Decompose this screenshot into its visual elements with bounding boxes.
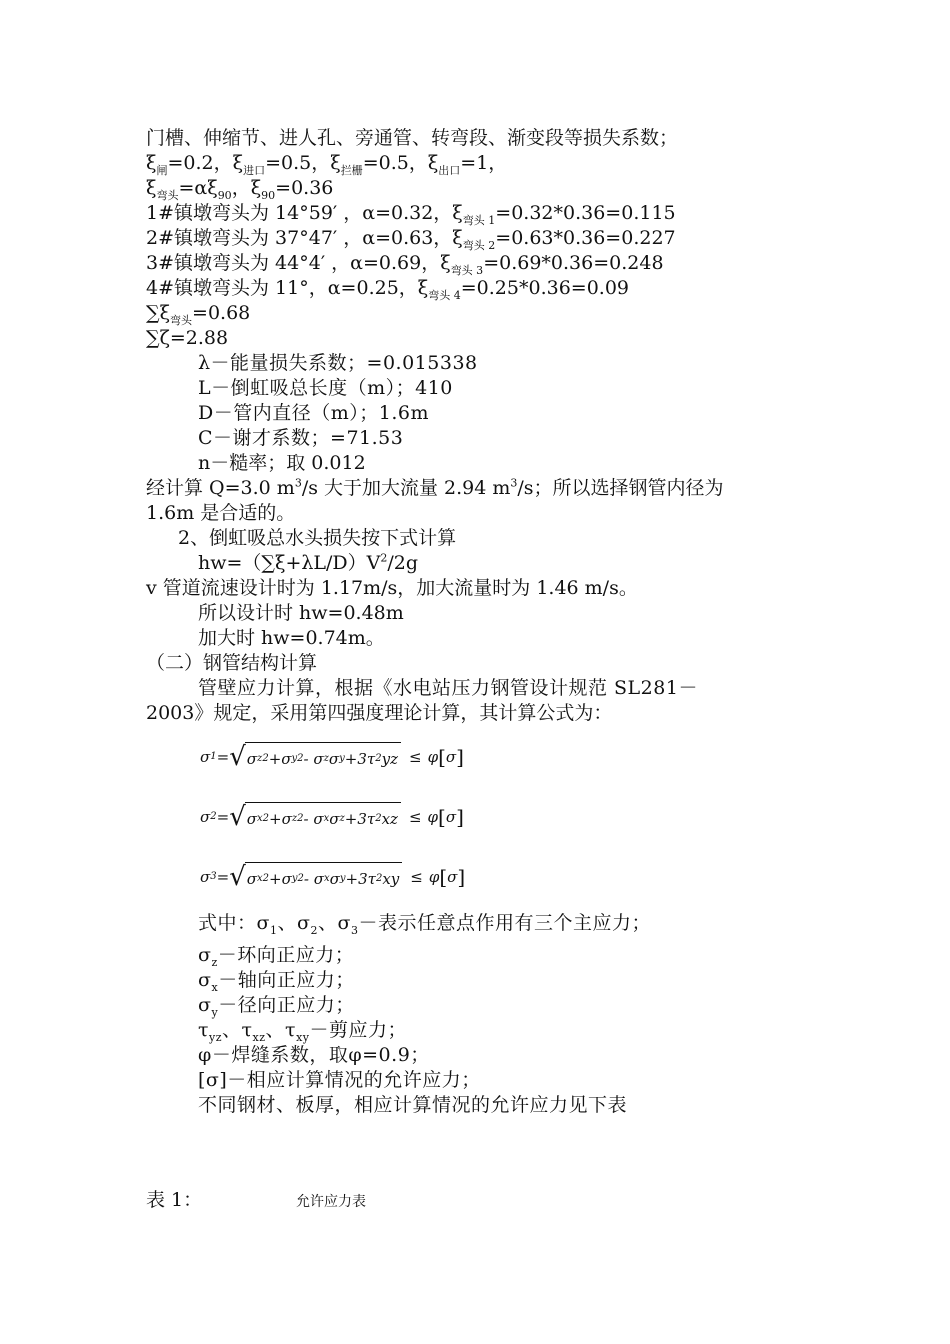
text-line [146, 576, 638, 601]
text-line [146, 701, 612, 726]
text-line: $\sum\xi_{弯头}=0.68$ [146, 302, 251, 327]
text-line: $\xi_闸=0.2$，$\xi_{进口}=0.5$，$\xi_{拦栅}=0.5$，$\xi_{出口}=1$， [146, 152, 508, 177]
text: =0.68 [192, 302, 251, 324]
text-line [146, 126, 678, 151]
text: －剪应力； [309, 1019, 407, 1041]
text: /s 大于加大流量 2.94 m [301, 477, 511, 499]
text-line [198, 451, 366, 476]
text: =0.69*0.36=0.248 [483, 252, 664, 274]
text-line [198, 626, 385, 651]
text: 4#镇墩弯头为 11°，α=0.25，ξ [146, 277, 429, 299]
text-line [146, 326, 228, 351]
text: －径向正应力； [218, 994, 355, 1016]
text-line [178, 526, 456, 551]
text: 2#镇墩弯头为 37°47′ ，α=0.63，ξ [146, 227, 463, 249]
text-line: $\sigma_z-$环向正应力； [198, 944, 355, 969]
text: －焊缝系数，取 [211, 1044, 349, 1066]
text-line [198, 401, 429, 426]
text: 经计算 Q=3.0 m [146, 477, 295, 499]
text: 1#镇墩弯头为 14°59′ ，α=0.32，ξ [146, 202, 463, 224]
text: n－糙率；取 0.012 [198, 452, 366, 474]
text-line: [σ]－相应计算情况的允许应力； [198, 1069, 481, 1091]
section-heading [146, 651, 317, 676]
text-line [198, 676, 698, 701]
text: /2g [387, 552, 419, 574]
text: －轴向正应力； [218, 969, 355, 991]
text: －环向正应力； [217, 944, 355, 966]
formula-sigma1: σ 1 = √ σ z 2 +σ y 2 - σ z σ y +3τ 2 yz ≤ φ [ σ ] [200, 742, 464, 772]
text: λ－能量损失系数；=0.015338 [198, 352, 478, 374]
text: 加大时 hw=0.74m。 [198, 627, 385, 649]
text-line: 4#镇墩弯头为 11°，α=0.25，$\xi_{弯头 4}=0.25*0.36=0.09$ [146, 277, 630, 302]
text: =0.63*0.36=0.227 [495, 227, 676, 249]
text: hw=（∑ξ+λL/D）V [198, 552, 381, 574]
text: 门槽、伸缩节、进人孔、旁通管、转弯段、渐变段等损失系数； [146, 127, 679, 149]
text: 所以设计时 hw=0.48m [198, 602, 404, 624]
text-line: $\sigma_y-$径向正应力； [198, 994, 355, 1019]
text: C－谢才系数；=71.53 [198, 427, 404, 449]
text: v 管道流速设计时为 1.17m/s，加大流量时为 1.46 m/s。 [146, 577, 638, 599]
text-line [198, 426, 403, 451]
text: =0.25*0.36=0.09 [460, 277, 630, 299]
text: L－倒虹吸总长度（m）；410 [198, 377, 453, 399]
text-line [198, 376, 453, 401]
text: －相应计算情况的允许应力； [227, 1069, 481, 1091]
text-line: $\tau_{yz}$、$\tau_{xz}$、$\tau_{xy}-$剪应力； [198, 1019, 407, 1044]
text-line: 1#镇墩弯头为 14°59′ ，α=0.32，$\xi_{弯头 1}=0.32*0.36=0.115$ [146, 202, 676, 227]
text: 不同钢材、板厚，相应计算情况的允许应力见下表 [198, 1094, 628, 1116]
text: ∑ζ=2.88 [146, 327, 229, 349]
text: －表示任意点作用有三个主应力； [358, 912, 651, 934]
text-line: $\sigma_x-$轴向正应力； [198, 969, 355, 994]
text-line: 经计算 Q=3.0 $m^3/s$ 大于加大流量 2.94 $m^3/s$；所以选择钢管内径为 [146, 476, 724, 499]
table-title: 允许应力表 [296, 1194, 366, 1210]
text: 3#镇墩弯头为 44°4′ ，α=0.69，ξ [146, 252, 451, 274]
text: 1.6m 是合适的。 [146, 502, 296, 524]
text-line [198, 601, 404, 626]
text: /s；所以选择钢管内径为 [517, 477, 724, 499]
text-line [198, 351, 478, 376]
text: 2003》规定，采用第四强度理论计算，其计算公式为： [146, 702, 613, 724]
text-line: 2#镇墩弯头为 37°47′ ，α=0.63，$\xi_{弯头 2}=0.63*0.36=0.227$ [146, 227, 676, 252]
table-label: 表 1： [146, 1189, 203, 1211]
text: =0.9； [362, 1044, 430, 1066]
text-line: 3#镇墩弯头为 44°4′ ，α=0.69，$\xi_{弯头 3}=0.69*0.36=0.248$ [146, 252, 664, 277]
text-line: φ－焊缝系数，取φ=0.9； [198, 1044, 430, 1066]
text-line: $hw=(\sum\xi+\lambda L/D)V^2/2g$ [198, 551, 419, 574]
text-line [198, 1093, 627, 1118]
text-line: $\xi_{弯头}=\alpha\xi_{90}$，$\xi_{90}=0.36$ [146, 177, 334, 202]
text: =0.32*0.36=0.115 [495, 202, 676, 224]
text-line [146, 501, 295, 526]
text: （二）钢管结构计算 [146, 652, 318, 674]
text-line: 式中：$\sigma_1$、$\sigma_2$、$\sigma_3-$表示任意点作用有三个主应力； [198, 912, 651, 937]
text: 管壁应力计算，根据《水电站压力钢管设计规范 SL281－ [198, 677, 698, 699]
text: D－管内直径（m）；1.6m [198, 402, 429, 424]
formula-sigma2: σ 2 = √ σ x 2 +σ z 2 - σ x σ z +3τ 2 xz ≤ φ [ σ ] [200, 802, 464, 832]
text: 2、倒虹吸总水头损失按下式计算 [178, 527, 457, 549]
formula-sigma3: σ 3 = √ σ x 2 +σ y 2 - σ x σ y +3τ 2 xy ≤ φ [ σ ] [200, 862, 466, 892]
